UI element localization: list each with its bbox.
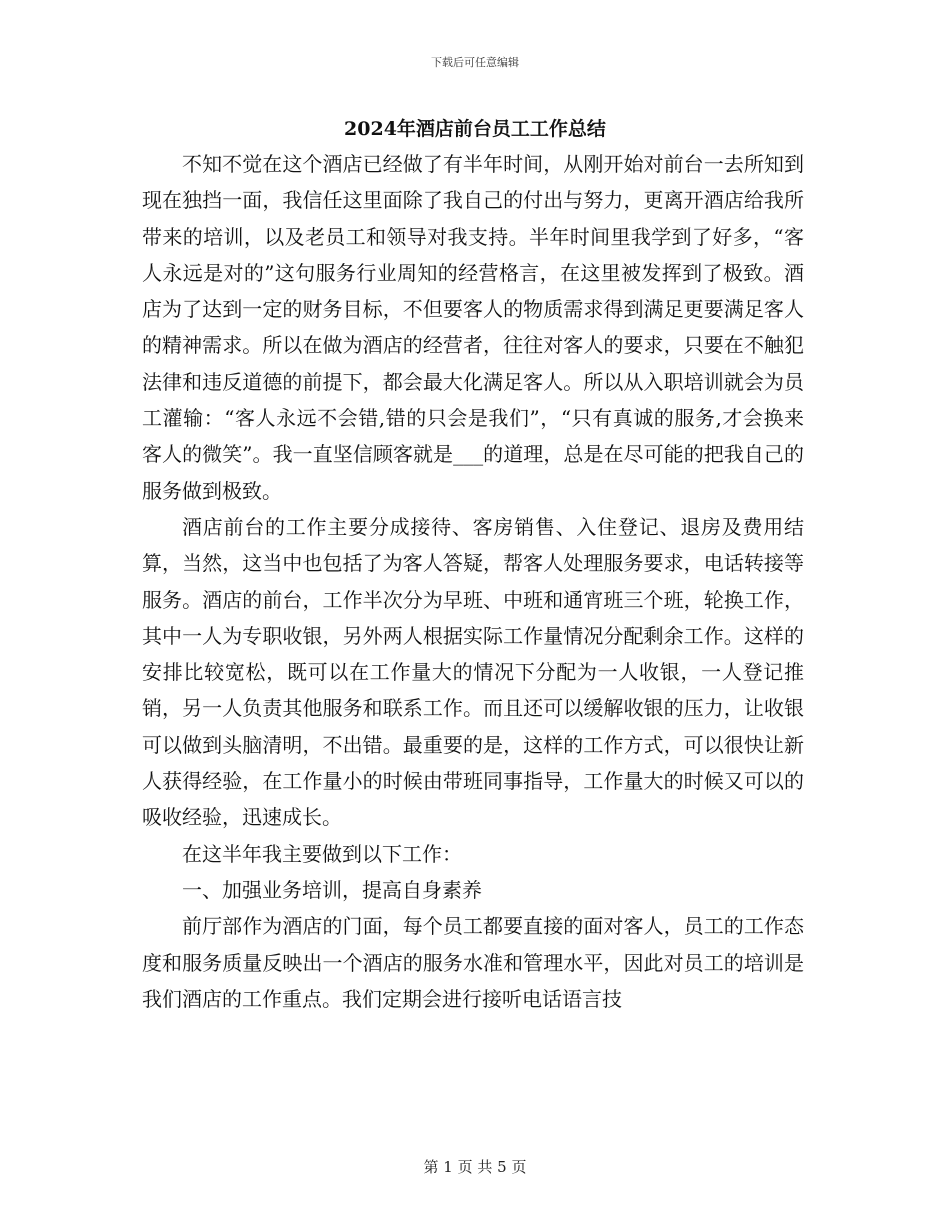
section-heading-training: 一、加强业务培训，提高自身素养 <box>182 877 482 902</box>
page-number-footer: 第 1 页 共 5 页 <box>423 1158 527 1176</box>
paragraph-work-summary-lead: 在这半年我主要做到以下工作： <box>182 841 462 866</box>
paragraph-intro: 不知不觉在这个酒店已经做了有半年时间，从刚开始对前台一去所知到现在独挡一面，我信任这里面除了我自己的付出与努力，更离开酒店给我所带来的培训，以及老员工和领导对我支持。半年时间里我学到了好多，“客人永远是对的”这句服务行业周知的经营格言，在这里被发挥到了极致。酒店为了达到一定的财务目标，不但要客人的物质需求得到满足更要满足客人的精神需求。所以在做为酒店的经营者，往往对客人的要求，只要在不触犯法律和违反道德的前提下，都会最大化满足客人。所以从入职培训就会为员工灌输：“客人永远不会错,错的只会是我们”，“只有真诚的服务,才会换来客人的微笑”。我一直坚信顾客就是___的道理，总是在尽可能的把我自己的服务做到极致。 <box>142 152 804 503</box>
paragraph-training: 前厅部作为酒店的门面，每个员工都要直接的面对客人，员工的工作态度和服务质量反映出一个酒店的服务水准和管理水平，因此对员工的培训是我们酒店的工作重点。我们定期会进行接听电话语言技 <box>142 914 804 1011</box>
document-title: 2024年酒店前台员工工作总结 <box>344 118 606 140</box>
page-header-note: 下载后可任意编辑 <box>431 56 519 69</box>
document-body <box>142 146 804 1017</box>
paragraph-front-desk-duties: 酒店前台的工作主要分成接待、客房销售、入住登记、退房及费用结算，当然，这当中也包括了为客人答疑，帮客人处理服务要求，电话转接等服务。酒店的前台，工作半次分为早班、中班和通宵班三个班，轮换工作，其中一人为专职收银，另外两人根据实际工作量情况分配剩余工作。这样的安排比较宽松，既可以在工作量大的情况下分配为一人收银，一人登记推销，另一人负责其他服务和联系工作。而且还可以缓解收银的压力，让收银可以做到头脑清明，不出错。最重要的是，这样的工作方式，可以很快让新人获得经验，在工作量小的时候由带班同事指导，工作量大的时候又可以的吸收经验，迅速成长。 <box>142 514 804 830</box>
